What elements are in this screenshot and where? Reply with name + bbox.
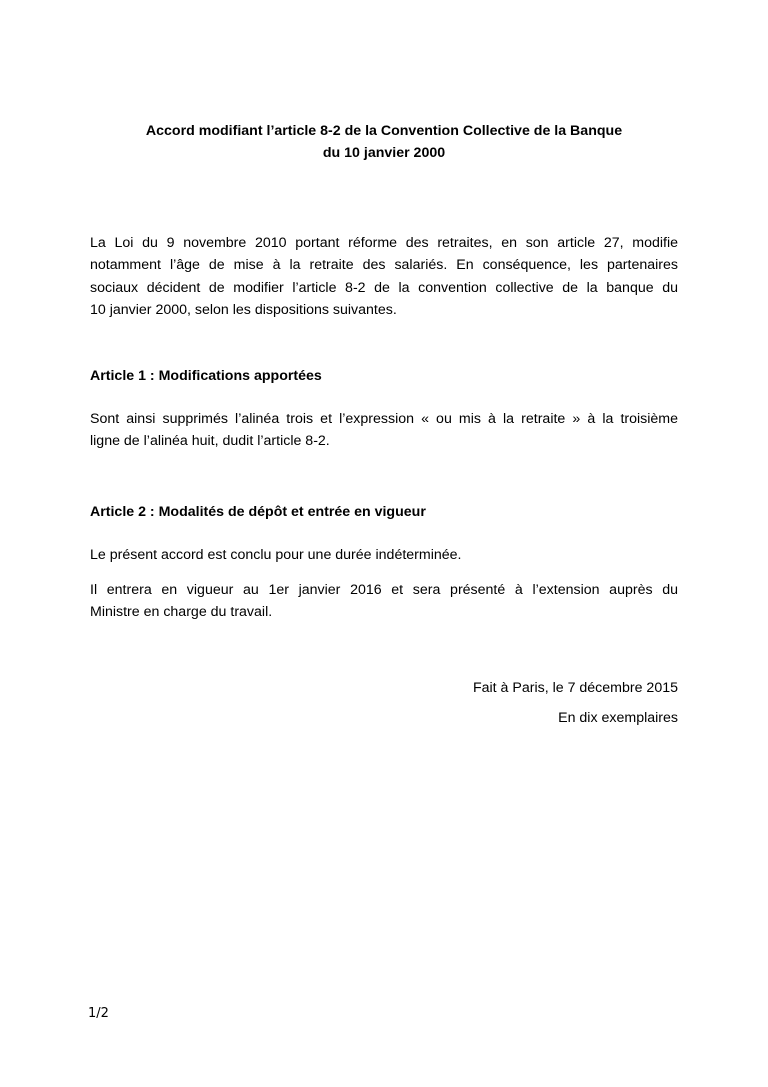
article-2-line: Ministre en charge du travail. (90, 604, 273, 621)
article-2-para-2 (90, 579, 678, 624)
intro-line: notamment l’âge de mise à la retraite des salariés. En conséquence, les partenaires (90, 257, 678, 274)
article-1-body (90, 408, 678, 453)
signature-place-date: Fait à Paris, le 7 décembre 2015 (472, 680, 678, 696)
signature-copies: En dix exemplaires (558, 710, 678, 726)
intro-line: sociaux décident de modifier l’article 8-2 de la convention collective de la banque du (90, 279, 678, 296)
document-title (90, 120, 678, 164)
article-2-para-1 (90, 544, 678, 566)
intro-line: 10 janvier 2000, selon les dispositions suivantes. (90, 301, 397, 318)
article-2-line: Il entrera en vigueur au 1er janvier 2016 et sera présenté à l’extension auprès du (90, 582, 678, 598)
title-line-2: du 10 janvier 2000 (322, 145, 446, 161)
intro-paragraph (90, 232, 678, 321)
intro-line: La Loi du 9 novembre 2010 portant réforme des retraites, en son article 27, modifie (90, 235, 678, 251)
article-1-heading: Article 1 : Modifications apportées (90, 368, 322, 384)
article-2-line: Le présent accord est conclu pour une durée indéterminée. (90, 547, 462, 563)
title-line-1: Accord modifiant l’article 8-2 de la Convention Collective de la Banque (145, 123, 623, 139)
page-number: 1/2 (88, 1006, 109, 1021)
article-2-heading: Article 2 : Modalités de dépôt et entrée en vigueur (90, 504, 426, 520)
article-1-line: ligne de l’alinéa huit, dudit l’article 8-2. (90, 433, 330, 450)
article-1-line: Sont ainsi supprimés l’alinéa trois et l’expression « ou mis à la retraite » à la troisième (90, 411, 678, 427)
